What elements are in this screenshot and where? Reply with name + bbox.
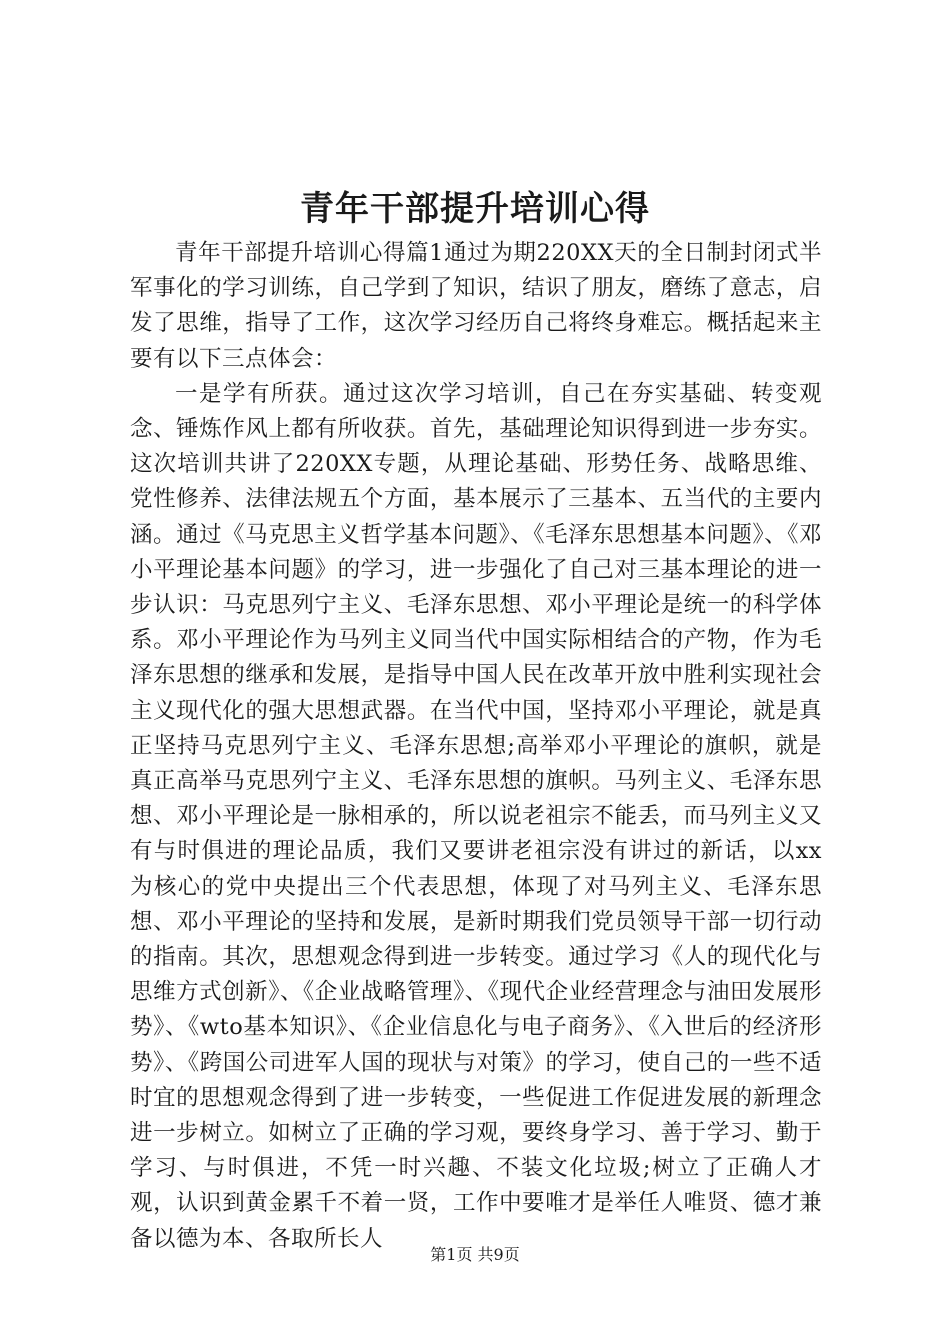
paragraph-first-point: 一是学有所获。通过这次学习培训，自己在夯实基础、转变观念、锤炼作风上都有所收获。首先，基础理论知识得到进一步夯实。这次培训共讲了220XX专题，从理论基础、形势任务、战略思维、党性修养、法律法规五个方面，基本展示了三基本、五当代的主要内涵。通过《马克思主义哲学基本问题》、《毛泽东思想基本问题》、《邓小平理论基本问题》的学习，进一步强化了自己对三基本理论的进一步认识：马克思列宁主义、毛泽东思想、邓小平理论是统一的科学体系。邓小平理论作为马列主义同当代中国实际相结合的产物，作为毛泽东思想的继承和发展，是指导中国人民在改革开放中胜利实现社会主义现代化的强大思想武器。在当代中国，坚持邓小平理论，就是真正坚持马克思列宁主义、毛泽东思想;高举邓小平理论的旗帜，就是真正高举马克思列宁主义、毛泽东思想的旗帜。马列主义、毛泽东思想、邓小平理论是一脉相承的，所以说老祖宗不能丢，而马列主义又有与时俱进的理论品质，我们又要讲老祖宗没有讲过的新话，以xx为核心的党中央提出三个代表思想，体现了对马列主义、毛泽东思想、邓小平理论的坚持和发展，是新时期我们党员领导干部一切行动的指南。其次，思想观念得到进一步转变。通过学习《人的现代化与思维方式创新》、《企业战略管理》、《现代企业经营理念与油田发展形势》、《wto基本知识》、《企业信息化与电子商务》、《入世后的经济形势》、《跨国公司进军人国的现状与对策》的学习，使自己的一些不适时宜的思想观念得到了进一步转变，一些促进工作促进发展的新理念进一步树立。如树立了正确的学习观，要终身学习、善于学习、勤于学习、与时俱进，不凭一时兴趣、不装文化垃圾;树立了正确人才观，认识到黄金累千不着一贤，工作中要唯才是举任人唯贤、德才兼备以德为本、各取所长人 [130, 380, 822, 1252]
page-number-footer: 第1页 共9页 [430, 1245, 520, 1264]
document-body [130, 236, 822, 1257]
document-title: 青年干部提升培训心得 [300, 189, 650, 229]
paragraph-intro: 青年干部提升培训心得篇1通过为期220XX天的全日制封闭式半军事化的学习训练，自己学到了知识，结识了朋友，磨练了意志，启发了思维，指导了工作，这次学习经历自己将终身难忘。概括起来主要有以下三点体会： [130, 240, 822, 372]
